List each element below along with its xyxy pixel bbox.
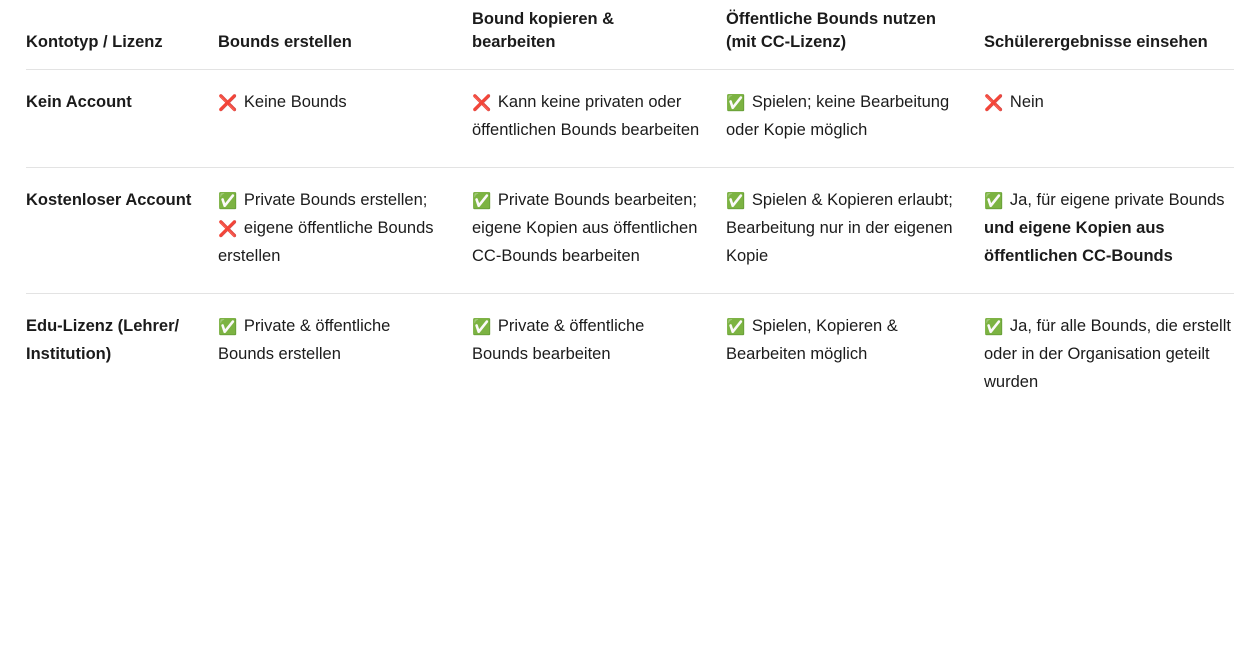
- cell-text: Spielen; keine Bearbeitung oder Kopie möglich: [726, 92, 950, 140]
- row-label-no-account: Kein Account: [26, 69, 218, 167]
- cross-mark-icon: ❌: [984, 93, 1004, 112]
- table-row: [26, 69, 1234, 167]
- cell-text: Private & öffentliche Bounds bearbeiten: [472, 316, 645, 364]
- cell-free-account-public: [726, 167, 984, 293]
- cell-text: Ja, für alle Bounds, die erstellt oder in der Organisation geteilt wurden: [984, 316, 1231, 392]
- column-header-account-type: Kontotyp / Lizenz: [26, 0, 218, 69]
- table-header: [26, 0, 1234, 69]
- column-header-use-public-bounds: Öffentliche Bounds nutzen (mit CC-Lizenz): [726, 0, 984, 69]
- cell-no-account-copy-edit: [472, 69, 726, 167]
- cell-text-emphasis: und eigene Kopien aus öffentlichen CC-Bounds: [984, 218, 1173, 266]
- cell-free-account-create: [218, 167, 472, 293]
- license-comparison-table: [26, 0, 1234, 419]
- cell-free-account-copy-edit: [472, 167, 726, 293]
- cell-text: Kann keine privaten oder öffentlichen Bounds bearbeiten: [472, 92, 700, 140]
- header-row: [26, 0, 1234, 69]
- check-mark-icon: ✅: [472, 317, 492, 336]
- cell-free-account-results: [984, 167, 1234, 293]
- cell-no-account-public: [726, 69, 984, 167]
- cell-edu-copy-edit: [472, 293, 726, 419]
- cell-text: Private & öffentliche Bounds erstellen: [218, 316, 391, 364]
- cell-text: Nein: [1009, 92, 1044, 111]
- column-header-copy-edit-bound: Bound kopieren & bearbeiten: [472, 0, 726, 69]
- cell-no-account-results: [984, 69, 1234, 167]
- column-header-view-student-results: Schülerergebnisse einsehen: [984, 0, 1234, 69]
- row-label-edu-license: Edu-Lizenz (Lehrer/ Institution): [26, 316, 180, 364]
- cell-text: Spielen & Kopieren erlaubt; Bearbeitung nur in der eigenen Kopie: [726, 190, 953, 266]
- cell-text: Keine Bounds: [243, 92, 347, 111]
- cell-text: Ja, für eigene private Bounds: [1009, 190, 1225, 209]
- column-header-create-bounds: Bounds erstellen: [218, 0, 472, 69]
- table-row: [26, 293, 1234, 419]
- check-mark-icon: ✅: [726, 191, 746, 210]
- check-mark-icon: ✅: [218, 317, 238, 336]
- table-row: [26, 167, 1234, 293]
- cell-text-secondary: eigene öffentliche Bounds erstellen: [218, 218, 434, 266]
- cross-mark-icon: ❌: [218, 93, 238, 112]
- check-mark-icon: ✅: [726, 317, 746, 336]
- check-mark-icon: ✅: [984, 317, 1004, 336]
- cell-edu-public: [726, 293, 984, 419]
- check-mark-icon: ✅: [218, 191, 238, 210]
- check-mark-icon: ✅: [984, 191, 1004, 210]
- cell-text: Spielen, Kopieren & Bearbeiten möglich: [726, 316, 898, 364]
- cell-no-account-create: [218, 69, 472, 167]
- check-mark-icon: ✅: [726, 93, 746, 112]
- cell-text: Private Bounds bearbeiten; eigene Kopien aus öffentlichen CC-Bounds bearbeiten: [472, 190, 698, 266]
- table-body: [26, 69, 1234, 419]
- cell-edu-results: [984, 293, 1234, 419]
- cell-text: Private Bounds erstellen;: [243, 190, 428, 209]
- cross-mark-icon: ❌: [218, 219, 238, 238]
- cross-mark-icon: ❌: [472, 93, 492, 112]
- check-mark-icon: ✅: [472, 191, 492, 210]
- cell-edu-create: [218, 293, 472, 419]
- row-label-free-account: Kostenloser Account: [26, 167, 218, 293]
